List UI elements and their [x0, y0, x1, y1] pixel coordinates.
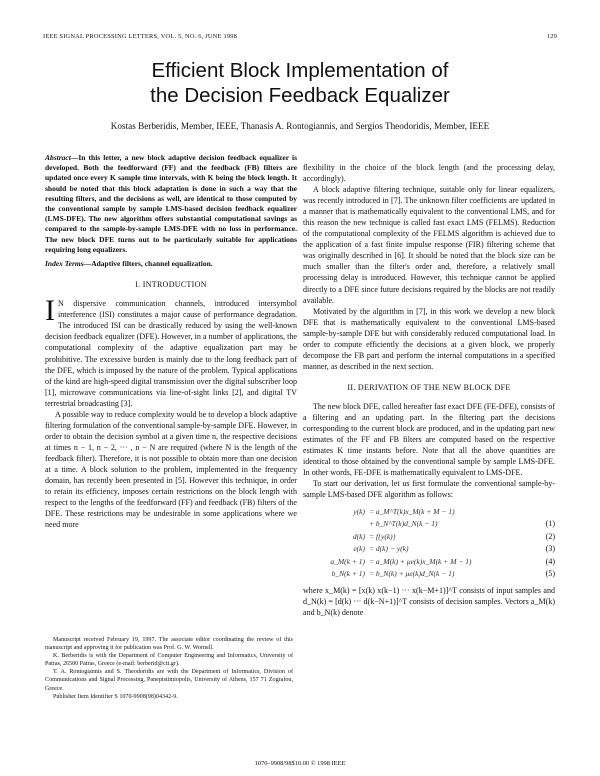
- section-heading-derivation: II. DERIVATION OF THE NEW BLOCK DFE: [347, 382, 511, 392]
- intro-paragraph-1: [45, 294, 297, 408]
- journal-name: IEEE SIGNAL PROCESSING LETTERS, VOL. 5, NO. 6, JUNE 1998: [43, 33, 238, 40]
- equation-row: [303, 567, 555, 579]
- equation-body: = a_M(k) + μe(k)x_M(k + M − 1): [369, 556, 472, 566]
- title-line-1: Efficient Block Implementation of: [151, 59, 449, 82]
- equation-lhs: y(k): [353, 507, 365, 517]
- right-paragraph-1: A block adaptive filtering technique, suitable only for linear equalizers, was recently introduced in [7]. The unknown filter coefficients are updated in a manner that is mathematically equivalent to the conventional LMS, and for this reason the new technique is called fast exact LMS (FELMS). Reduction of the computational complexity of the FELMS algorithm is achieved due to the application of a fast finite impulse response (FIR) filtering scheme that was originally described in [6]. It should be noted that the block size can be much smaller than the filter's order and, therefore, a relatively small processing delay is introduced. However, this technique cannot be applied directly to a DFE since future decisions required by the blocks are not readily available.: [303, 185, 555, 305]
- page-number: 129: [546, 33, 557, 40]
- author-list: Kostas Berberidis, Member, IEEE, Thanasis A. Rontogiannis, and Sergios Theodoridis, Member, IEEE: [110, 121, 490, 131]
- index-terms: [45, 259, 297, 269]
- equation-row: [303, 543, 555, 555]
- title-line-2: the Decision Feedback Equalizer: [150, 84, 450, 107]
- section-heading-introduction: I. INTRODUCTION: [135, 280, 207, 290]
- copyright-footer: 1070–9908/98$10.00 © 1998 IEEE: [254, 760, 346, 767]
- intro-paragraph-2: A possible way to reduce complexity would be to develop a block adaptive filtering formulation of the conventional sample-by-sample DFE. However, in order to obtain the decision symbol at a given time n, the respective decisions at times n − 1, n − 2, ··· , n − N are required (where N is the length of the feedback filter). Therefore, it is not possible to obtain more than one decision at a time. A block solution to the problem, implemented in the frequency domain, has recently been presented in [5]. However this technique, in order to retain its efficiency, imposes certain restrictions on the block length with respect to the lengths of the feedforward (FF) and feedback (FB) filters of the DFE. These restrictions may be undesirable in some applications where we need more: [45, 409, 297, 530]
- equation-body: = b_N(k) + μe(k)d_N(k − 1): [369, 568, 455, 578]
- equation-row: [303, 555, 555, 567]
- footnote-author-1: K. Berberidis is with the Department of Computer Engineering and Informatics, University of Patras, 26500 Patras, Greece (e-mail: berberid@cti.gr).: [45, 653, 293, 668]
- equation-num: (3): [545, 544, 555, 554]
- derivation-paragraph-1: The new block DFE, called hereafter fast exact DFE (FE-DFE), consists of a filtering and an updating part. In the filtering part the decisions corresponding to the current block are produced, and in the updating part new estimates of the FF and FB filters are computed based on the respective estimates K time instants before. Note that all the above quantities are identical to those obtained by the conventional sample by sample LMS-DFE. In other words, FE-DFE is mathematically equivalent to LMS-DFE.: [303, 401, 555, 478]
- right-paragraph-0: flexibility in the choice of the block length (and the processing delay, accordingly).: [303, 163, 555, 184]
- equation-body: = a_M^T(k)x_M(k + M − 1): [369, 507, 455, 517]
- right-paragraph-2: Motivated by the algorithm in [7], in this work we develop a new block DFE that is mathematically equivalent to the conventional LMS-based sample-by-sample DFE but with considerably reduced computational load. In order to compute efficiently the decisions at a given block, we properly decompose the FB part and perform the internal computations in a specified manner, as described in the next section.: [303, 306, 555, 371]
- equation-lhs: b_N(k + 1): [331, 568, 365, 578]
- equation-lhs: e(k): [353, 544, 365, 554]
- left-column: [45, 153, 297, 530]
- paper-title: [0, 58, 600, 108]
- equation-body: + b_N^T(k)d_N(k − 1): [369, 519, 438, 529]
- derivation-paragraph-3: where x_M(k) = [x(k) x(k−1) ··· x(k−M+1)]^T consists of input samples and d_N(k) = [d(k) ··· d(k−N+1)]^T consists of decision samples. Vectors a_M(k) and b_N(k) denote: [303, 585, 555, 617]
- index-terms-text: Adaptive filters, channel equalization.: [91, 259, 213, 269]
- footnote-author-2-3: T. A. Rontogiannis and S. Theodoridis are with the Department of Informatics, Division of Communications and Signal Processing, Panepistimiopolis, University of Athens, 157 71 Zografou, Greece.: [45, 669, 293, 692]
- equation-num: (4): [545, 556, 555, 566]
- equation-lhs: a_M(k + 1): [330, 556, 365, 566]
- equation-num: (2): [545, 531, 555, 541]
- footnote-publisher-id: Publisher Item Identifier S 1070-9908(98)04342-9.: [53, 693, 178, 700]
- equation-row: [303, 530, 555, 542]
- drop-cap: I: [45, 294, 55, 328]
- equation-num: (5): [545, 568, 555, 578]
- derivation-paragraph-2: To start our derivation, let us first formulate the conventional sample-by-sample LMS-based DFE algorithm as follows:: [303, 479, 555, 500]
- equation-row: [303, 505, 555, 517]
- intro-paragraph-1-text: N dispersive communication channels, introduced intersymbol interference (ISI) constitutes a major cause of performance degradation. The introduced ISI can be drastically reduced by using the well-known decision feedback equalizer (DFE). However, in a number of applications, the computational complexity of the adaptive equalization part may be prohibitive. The excessive burden is mainly due to the long feedback part of the DFE, which is imposed by the nature of the problem. Typical applications of the kind are high-speed digital transmission over the digital subscriber loop [1], microwave communications via line-of-sight links [2], and digital TV terrestrial broadcasting [3].: [45, 299, 297, 408]
- equation-body: = f{y(k)}: [369, 531, 396, 541]
- index-terms-label: Index Terms—: [45, 259, 92, 269]
- footnote-manuscript: Manuscript received February 19, 1997. The associate editor coordinating the review of this manuscript and approving it for publication was Prof. G. W. Wornell.: [45, 637, 293, 652]
- abstract-label: Abstract—: [45, 153, 79, 162]
- equation-block: [303, 505, 555, 579]
- abstract: [45, 153, 297, 255]
- right-column: [303, 162, 555, 618]
- running-head: [43, 33, 557, 40]
- equation-body: = d(k) − y(k): [369, 544, 409, 554]
- abstract-text: In this letter, a new block adaptive decision feedback equalizer is developed. Both the feedforward (FF) and the feedback (FB) filters are updated once every K sample time intervals, with K being the block length. It should be noted that this block adaptation is done in such a way that the resulting filters, and the decisions as well, are identical to those computed by the conventional sample by sample LMS-based decision feedback equalizer (LMS-DFE). The new algorithm offers substantial computational savings as compared to the sample-by-sample LMS-DFE with no loss in performance. The new block DFE turns out to be particularly suitable for applications requiring long equalizers.: [45, 153, 297, 254]
- equation-num: (1): [545, 519, 555, 529]
- equation-lhs: d(k): [352, 531, 365, 541]
- equation-row: [303, 518, 555, 530]
- footnotes: [45, 636, 293, 701]
